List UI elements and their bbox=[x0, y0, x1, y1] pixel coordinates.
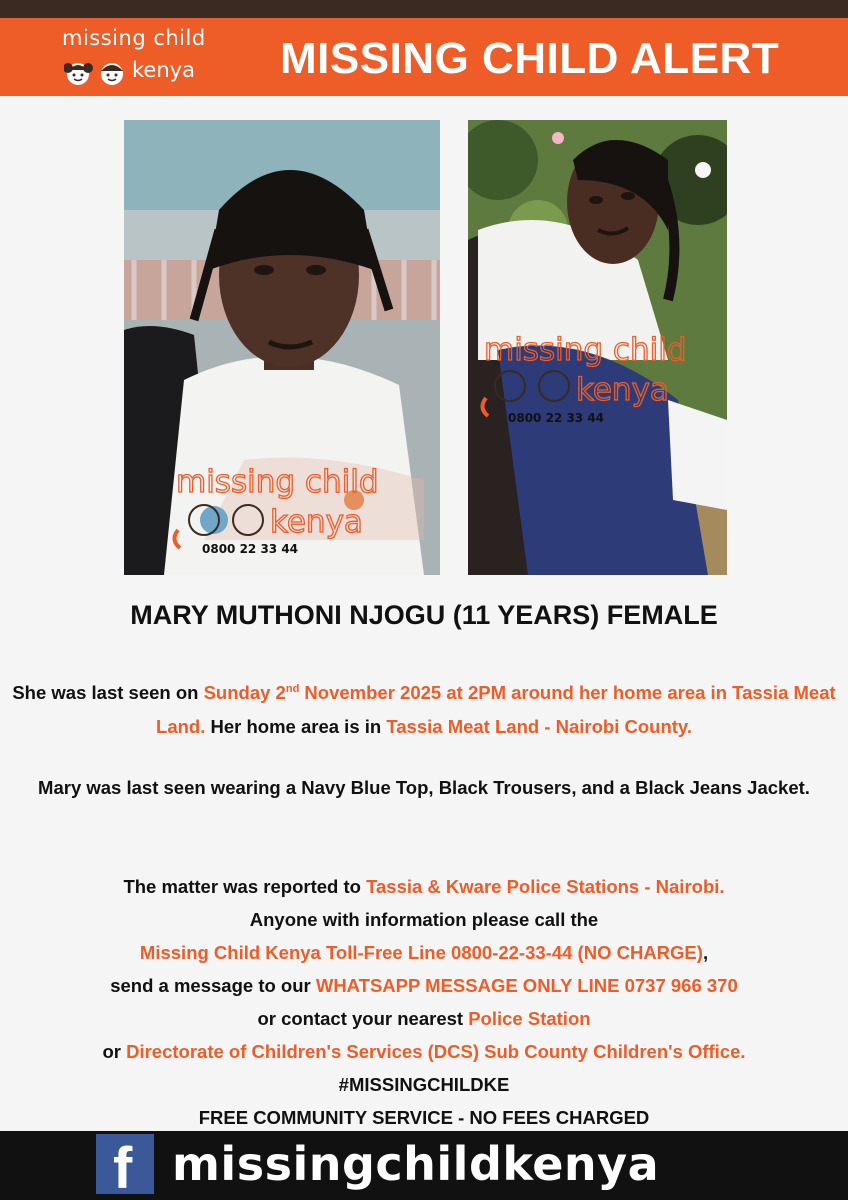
missing-child-kenya-logo bbox=[60, 24, 210, 90]
footer-bar bbox=[0, 1131, 848, 1200]
free-service-note: FREE COMMUNITY SERVICE - NO FEES CHARGED bbox=[198, 1107, 650, 1128]
police-station-line: or contact your nearest Police Station bbox=[257, 1008, 591, 1029]
contact-information bbox=[10, 870, 838, 1134]
reported-line: The matter was reported to Tassia & Kware Police Stations - Nairobi. bbox=[123, 876, 725, 897]
facebook-icon: f bbox=[96, 1134, 154, 1194]
watermark-text-line2: kenya bbox=[270, 504, 363, 540]
call-instruction: Anyone with information please call the bbox=[249, 909, 599, 930]
alert-title: MISSING CHILD ALERT bbox=[280, 34, 780, 83]
toll-free-line: Missing Child Kenya Toll-Free Line 0800-22-33-44 (NO CHARGE), bbox=[139, 942, 709, 963]
header-banner bbox=[0, 18, 848, 96]
dcs-office-line: or Directorate of Children's Services (DCS) Sub County Children's Office. bbox=[102, 1041, 746, 1062]
child-photo-1 bbox=[124, 120, 440, 575]
whatsapp-line: send a message to our WHATSAPP MESSAGE ONLY LINE 0737 966 370 bbox=[110, 975, 738, 996]
watermark-text-line1: missing child bbox=[176, 464, 379, 500]
watermark-text-line2: kenya bbox=[576, 372, 669, 408]
logo-text-line2: kenya bbox=[132, 58, 195, 82]
home-area: Tassia Meat Land - Nairobi County. bbox=[386, 716, 692, 738]
watermark-phone: 0800 22 33 44 bbox=[202, 542, 299, 556]
last-seen-date: Sunday 2nd November 2025 at 2PM around her home area in Tassia Meat Land. bbox=[156, 682, 836, 738]
watermark-phone: 0800 22 33 44 bbox=[508, 411, 605, 425]
facebook-handle: missingchildkenya bbox=[172, 1137, 660, 1191]
child-name-heading: MARY MUTHONI NJOGU (11 YEARS) FEMALE bbox=[130, 600, 718, 630]
police-stations: Tassia & Kware Police Stations - Nairobi. bbox=[366, 876, 725, 897]
top-dark-bar bbox=[0, 0, 848, 18]
clothing-description: Mary was last seen wearing a Navy Blue Top, Black Trousers, and a Black Jeans Jacket. bbox=[38, 777, 810, 798]
hashtag: #MISSINGCHILDKE bbox=[338, 1074, 510, 1095]
logo-text-line1: missing child bbox=[62, 26, 206, 50]
children-faces-icon bbox=[64, 60, 130, 86]
last-seen-paragraph: She was last seen on Sunday 2nd November 2025 at 2PM around her home area in Tassia Meat Land. Her home area is in Tassia Meat Land - Nairobi County. bbox=[12, 682, 836, 738]
child-photo-2 bbox=[468, 120, 727, 575]
watermark-text-line1: missing child bbox=[484, 332, 687, 368]
